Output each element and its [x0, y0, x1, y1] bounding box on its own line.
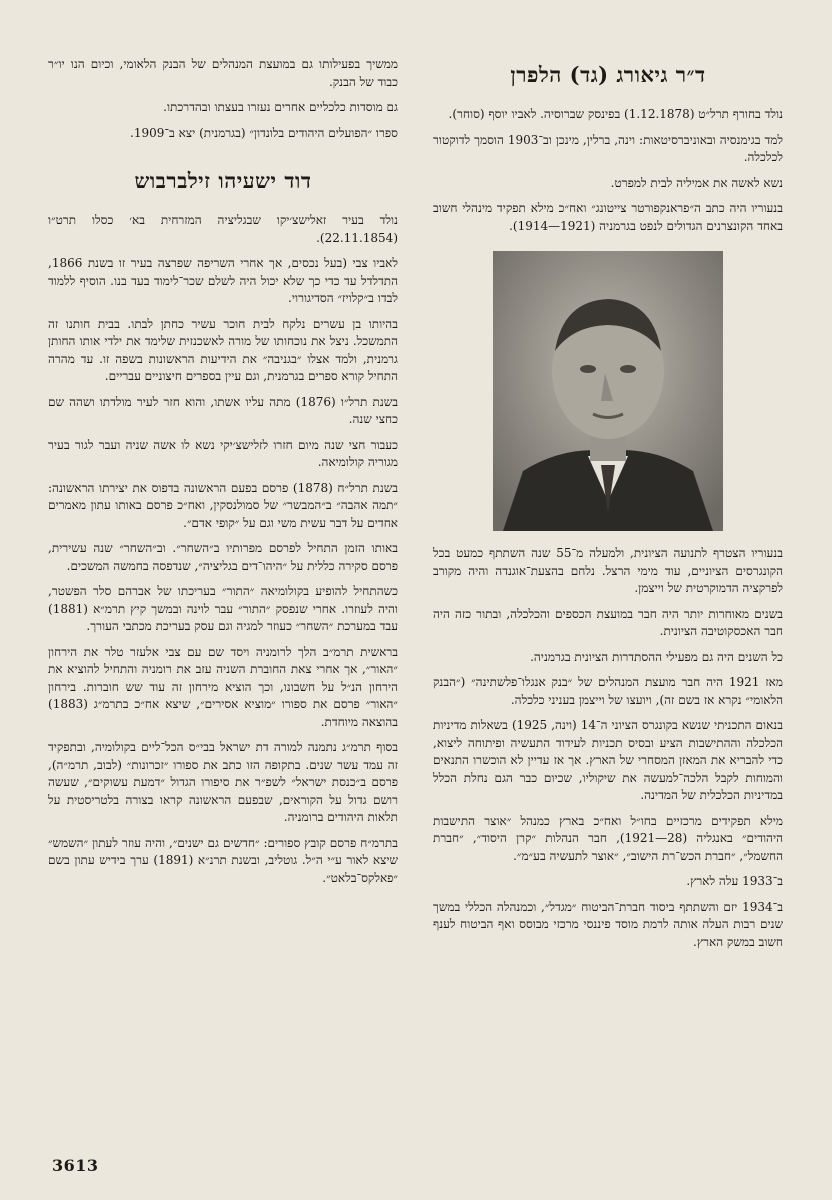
paragraph: מאז 1921 היה חבר מועצת המנהלים של ״בנק אנגלו־פלשתינה״ (״הבנק הלאומי״ נקרא אז בשם זה), ויועצו של וייצמן בעניני כלכלה. [433, 675, 783, 707]
paragraph: באותו הזמן התחיל לפרסם מפרותיו ב״השחר״. וב״השחר״ שנה עשירית, פרסם סקירה כללית על ״היהו־דים בגליציה״, שנדפסה בחמשה המשכים. [48, 541, 398, 573]
paragraph: בהיותו בן עשרים נלקח לבית חוכר עשיר כחתן לבתו. בבית חותנו זה התמשכל. ניצל את נוכחותו של מורה לאשכנזית שלימד את ילדי אותו החותן גרמנית, ולמד אצלו ״בגניבה״ את הידיעות הראשונות בשפה זו. עד מהרה התחיל קורא ספרים בגרמנית, וגם עיין בספרים חיצוניים עבריים. [48, 316, 398, 383]
paragraph: מילא תפקידים מרכזיים בחו״ל ואח״כ בארץ כמנהל ״אוצר התישבות היהודים״ באנגליה (28—1921), חבר הנהלות ״קרן היסוד״, ״חברת החשמל״, ״חברת הכש־רת הישוב״, ״אוצר לתעשיה בע״מ״. [433, 813, 783, 863]
article-heading-halpern: ד״ר גיאורג (גד) הלפרן [510, 62, 706, 87]
paragraph: גם מוסדות כלכליים אחרים נעזרו בעצתו ובהדרכתו. [163, 100, 398, 114]
paragraph: בנאום התכניתי שנשא בקונגרס הציוני ה־14 (וינה, 1925) בשאלות מדיניות הכלכלה וההתישבות הציע ובסיס תכניות לעידוד התעשיה ופיתוחה ליצוא, כדי להבריא את המאזן המסחרי של הארץ. אך אז עדיין לא הוכשרו התנאים והמוחות לקבל הלכה־למעשה את שיקוליו, שכיום כבר הגם נחלת הכלל במדיניות הכלכלית של המדינה. [433, 718, 783, 802]
paragraph: ב־1934 יזם והשתתף ביסוד חברת־הביטוח ״מגדל״, וכמנהלה הכללי במשך שנים רבות העלה אותה לרמת מוסד פיננסי מרכזי מבוסס ואף הביטוח לענף חשוב במשק הארץ. [433, 899, 783, 949]
paragraph: כשהתחיל להופיע בקולומיאה ״התור״ בעריכתו של אברהם סלר הפשטר, והיה לעוזרו. אחרי שנפסק ״התור״ עבר לוינה ובמשך קיץ תרמ״א (1881) עבד במערכת ״השחר״ כעוזר למגיה וגם עסק בעריכת מכתבי העורך. [48, 584, 398, 633]
paragraph: כל השנים היה גם מפעילי ההסתדרות הציונית בגרמניה. [530, 649, 783, 664]
right-column [433, 56, 783, 959]
paragraph: ב־1933 עלה לארץ. [686, 874, 783, 888]
paragraph: בסוף תרמ״ג נתמנה למורה דת ישראל בבי״ס הכל־ליים בקולומיה, ובתפקיד זה עמד עשר שנים. בתקופה הזו כתב את ספורו ״זכרונות״ (לבוב, תרמ״ה), פרסם ב״כנסת ישראל״ לשפ״ר את סיפורו הגדול ״דמעת עשוקים״, שעשה רושם גדול על הקוראים, שבפעם הראשונה קראו בצורה בלטריסטית על תלאות היהודים ברומניה. [48, 740, 398, 824]
paragraph: למד בגימנסיה ובאוניברסיטאות: וינה, ברלין, מינכן וב־1903 הוסמך לדוקטור לכלכלה. [433, 132, 783, 164]
paragraph: בשנת תרל״ו (1876) מתה עליו אשתו, והוא חזר לעיר מולדתו ושהה שם כחצי שנה. [48, 394, 399, 426]
paragraph: בתרמ״ח פרסם קובץ ספורים: ״חדשים גם ישנים״, והיה עוזר לעתון ״השמש״ שיצא לאור ע״י ה״ל. גוטליב, ובשנת תרנ״א (1891) ערך בידיש עתון בשם ״פאלקס־בלאט״. [48, 835, 398, 885]
paragraph: ממשיך בפעילותו גם במועצת המנהלים של הבנק הלאומי, וכיום הנו יו״ר כבוד של הבנק. [48, 57, 398, 89]
paragraph: בנעוריו הצטרף לתנועה הציונית, ולמעלה מ־55 שנה השתתף כמעט בכל הקונגרסים הציוניים, עוד מימי הרצל. נלחם בהצעת־אוגנדה והיה מקורב לפרקציה הדמוקרטית של וייצמן. [433, 546, 783, 595]
paragraph: נשא לאשה את אמיליה לבית למפרט. [610, 175, 783, 190]
paragraph: בראשית תרמ״ב הלך לרומניה ויסד שם עם צבי אלעזר טלר את הירחון ״האור״, אך אחרי צאת החוברת השניה עזב את רומניה והתחיל להוציא את הירחון הנ״ל על חשבונו, וכך הוציא מירחון זה עוד שש חוברות. בירחון ״האור״ פרסם את ספורו ״מוציא אסירים״, שיצא אח״כ בתרמ״ג (1883) בהוצאה מיוחדת. [48, 644, 398, 729]
page-number: 3613 [52, 1156, 99, 1175]
article-heading-silberbusch: דוד ישעיהו זילברבוש [134, 168, 312, 193]
paragraph: בנעוריו היה כתב ה״פראנקפורטר צייטונג״ ואח״כ מילא תפקיד מינהלי חשוב באחד הקונצרנים הגדולים לנפט בגרמניה (1921—1914). [433, 201, 783, 233]
portrait-photo [493, 251, 723, 531]
paragraph: כעבור חצי שנה מיום חזרו לזלישצ׳יקי נשא לו אשה שניה ועבר לגור בעיר מגוריה קולומיאה. [48, 437, 398, 469]
paragraph: ספרו ״הפועלים היהודים בלונדון״ (בגרמנית) יצא ב־1909. [130, 125, 398, 140]
paragraph: בשנת תרל״ח (1878) פרסם בפעם הראשונה בדפוס את יצירתו הראשונה: ״תמה אהבה״ ב״המבשר״ של סמולנסקין, ואח״כ פרסם באותו עתון מאמרים אחדים על דבר עשית משי וגם על ״קופי אדם״. [48, 480, 398, 530]
paragraph: לאביו צבי (בעל נכסים, אך אחרי השריפה שפרצה בעיר זו בשנת 1866, התדלדל עד כדי כך שלא יכול היה לשלם שכר־לימוד בעד בנו. הוסיף ללמוד לבדו ב״קלויז״ הסדיגורוי. [48, 256, 398, 305]
paragraph: נולד בחורף תרל״ט (1.12.1878) בפינסק שברוסיה. לאביו יוסף (סוחר). [448, 107, 783, 121]
paragraph: בשנים מאוחרות יותר היה חבר במועצת הכספים והכלכלה, ובתור כזה היה חבר האכסקוטיבה הציונית. [433, 606, 783, 638]
paragraph: נולד בעיר זאלישצ׳יקו שבגליציה המזרחית בא׳ כסלו תרט״ו (22.11.1854). [48, 213, 398, 245]
left-column [48, 56, 398, 895]
